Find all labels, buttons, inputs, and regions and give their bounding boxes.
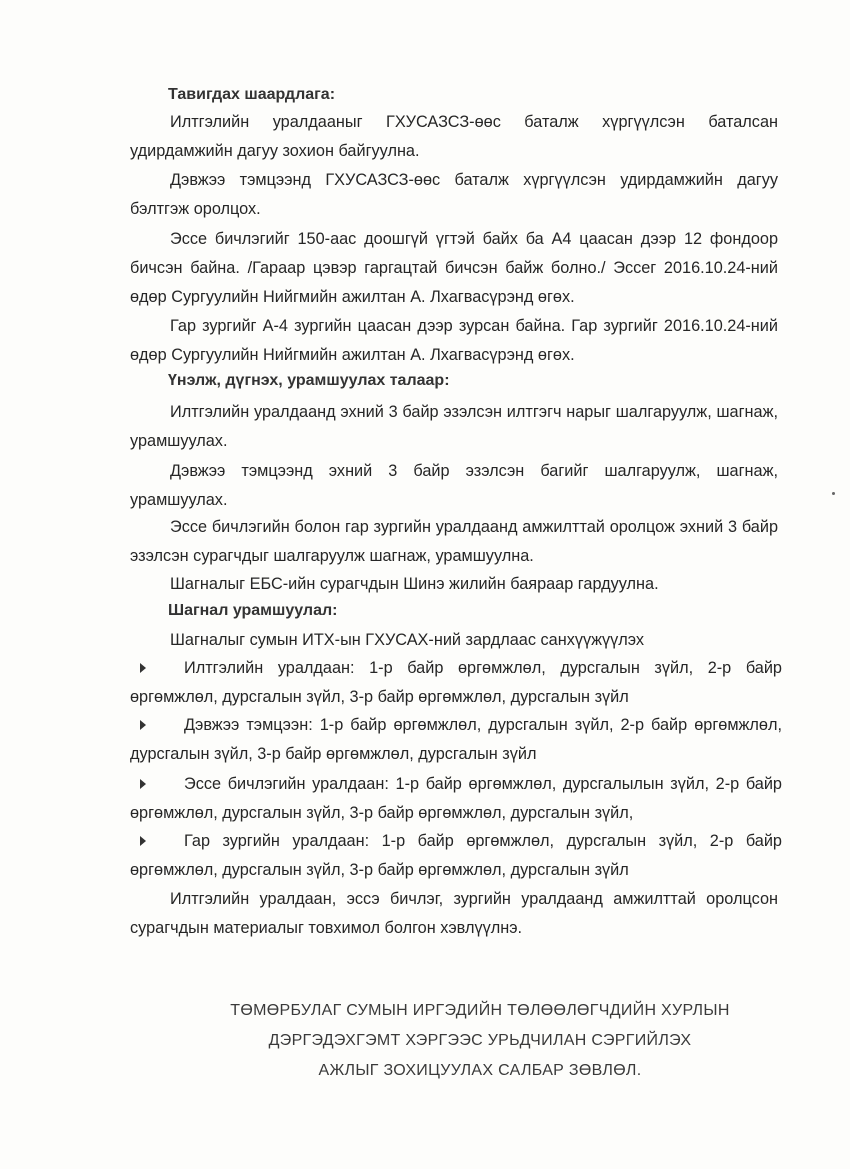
paragraph-publication: Илтгэлийн уралдаан, эссэ бичлэг, зургийн уралдаанд амжилттай оролцсон сурагчдын материалыг товхимол болгон хэвлүүлнэ. [130,890,778,937]
paragraph-speech-award: Илтгэлийн уралдаанд эхний 3 байр эзэлсэн илтгэгч нарыг шалгаруулж, шагнаж, урамшуулах. [130,403,778,450]
paragraph-speech-contest: Илтгэлийн уралдааныг ГХУСАЗСЗ-өөс баталж хүргүүлсэн баталсан удирдамжийн дагуу зохион байгуулна. [130,113,778,160]
paragraph-prize-ceremony: Шагналыг ЕБС-ийн сурагчдын Шинэ жилийн баяраар гардуулна. [170,575,659,593]
paragraph-debate-award: Дэвжээ тэмцээнд эхний 3 байр эзэлсэн багийг шалгаруулж, шагнаж, урамшуулах. [130,462,778,509]
bullet-text: Илтгэлийн уралдаан: 1-р байр өргөмжлөл, дурсгалын зүйл, 2-р байр өргөмжлөл, дурсгалын зүйл, 3-р байр өргөмжлөл, дурсгалын зүйл [130,659,782,706]
bullet-text: Гар зургийн уралдаан: 1-р байр өргөмжлөл, дурсгалын зүйл, 2-р байр өргөмжлөл, дурсгалын зүйл, 3-р байр өргөмжлөл, дурсгалын зүйл [130,832,782,879]
bullet-item [130,711,782,769]
council-name-line-3: АЖЛЫГ ЗОХИЦУУЛАХ САЛБАР ЗӨВЛӨЛ. [318,1062,642,1079]
bullet-text: Дэвжээ тэмцээн: 1-р байр өргөмжлөл, дурсгалын зүйл, 2-р байр өргөмжлөл, дурсгалын зүйл, 3-р байр өргөмжлөл, дурсгалын зүйл [130,716,782,763]
heading-requirements: Тавигдах шаардлага: [168,86,336,103]
heading-evaluation: Үнэлж, дүгнэх, урамшуулах талаар: [168,372,450,389]
triangle-bullet-icon [140,663,146,673]
bullet-item [130,770,782,828]
triangle-bullet-icon [140,720,146,730]
paragraph-drawing: Гар зургийг А-4 зургийн цаасан дээр зурсан байна. Гар зургийг 2016.10.24-ний өдөр Сургуулийн Нийгмийн ажилтан А. Лхагвасүрэнд өгөх. [130,317,778,364]
triangle-bullet-icon [140,779,146,789]
heading-prizes: Шагнал урамшуулал: [168,602,338,619]
paragraph-funding: Шагналыг сумын ИТХ-ын ГХУСАХ-ний зардлаас санхүүжүүлэх [170,631,645,649]
bullet-item [130,827,782,885]
paragraph-essay-drawing-award: Эссе бичлэгийн болон гар зургийн уралдаанд амжилттай оролцож эхний 3 байр эзэлсэн сурагчдыг шалгаруулж шагнаж, урамшуулна. [130,518,778,565]
council-name-line-2: ДЭРГЭДЭХГЭМТ ХЭРГЭЭС УРЬДЧИЛАН СЭРГИЙЛЭХ [268,1032,692,1049]
bullet-item [130,654,782,712]
bullet-text: Эссе бичлэгийн уралдаан: 1-р байр өргөмжлөл, дурсгалылын зүйл, 2-р байр өргөмжлөл, дурсгалын зүйл, 3-р байр өргөмжлөл, дурсгалын зүйл, [130,775,782,822]
scan-speck [832,492,835,495]
paragraph-debate: Дэвжээ тэмцээнд ГХУСАЗСЗ-өөс баталж хүргүүлсэн удирдамжийн дагуу бэлтгэж оролцох. [130,171,778,218]
triangle-bullet-icon [140,836,146,846]
council-name-line-1: ТӨМӨРБУЛАГ СУМЫН ИРГЭДИЙН ТӨЛӨӨЛӨГЧДИЙН ХУРЛЫН [230,1002,730,1019]
paragraph-essay: Эссе бичлэгийг 150-аас доошгүй үгтэй байх ба А4 цаасан дээр 12 фондоор бичсэн байна. /Гараар цэвэр гаргацтай бичсэн байж болно./ Эссег 2016.10.24-ний өдөр Сургуулийн Нийгмийн ажилтан А. Лхагвасүрэнд өгөх. [130,230,778,306]
